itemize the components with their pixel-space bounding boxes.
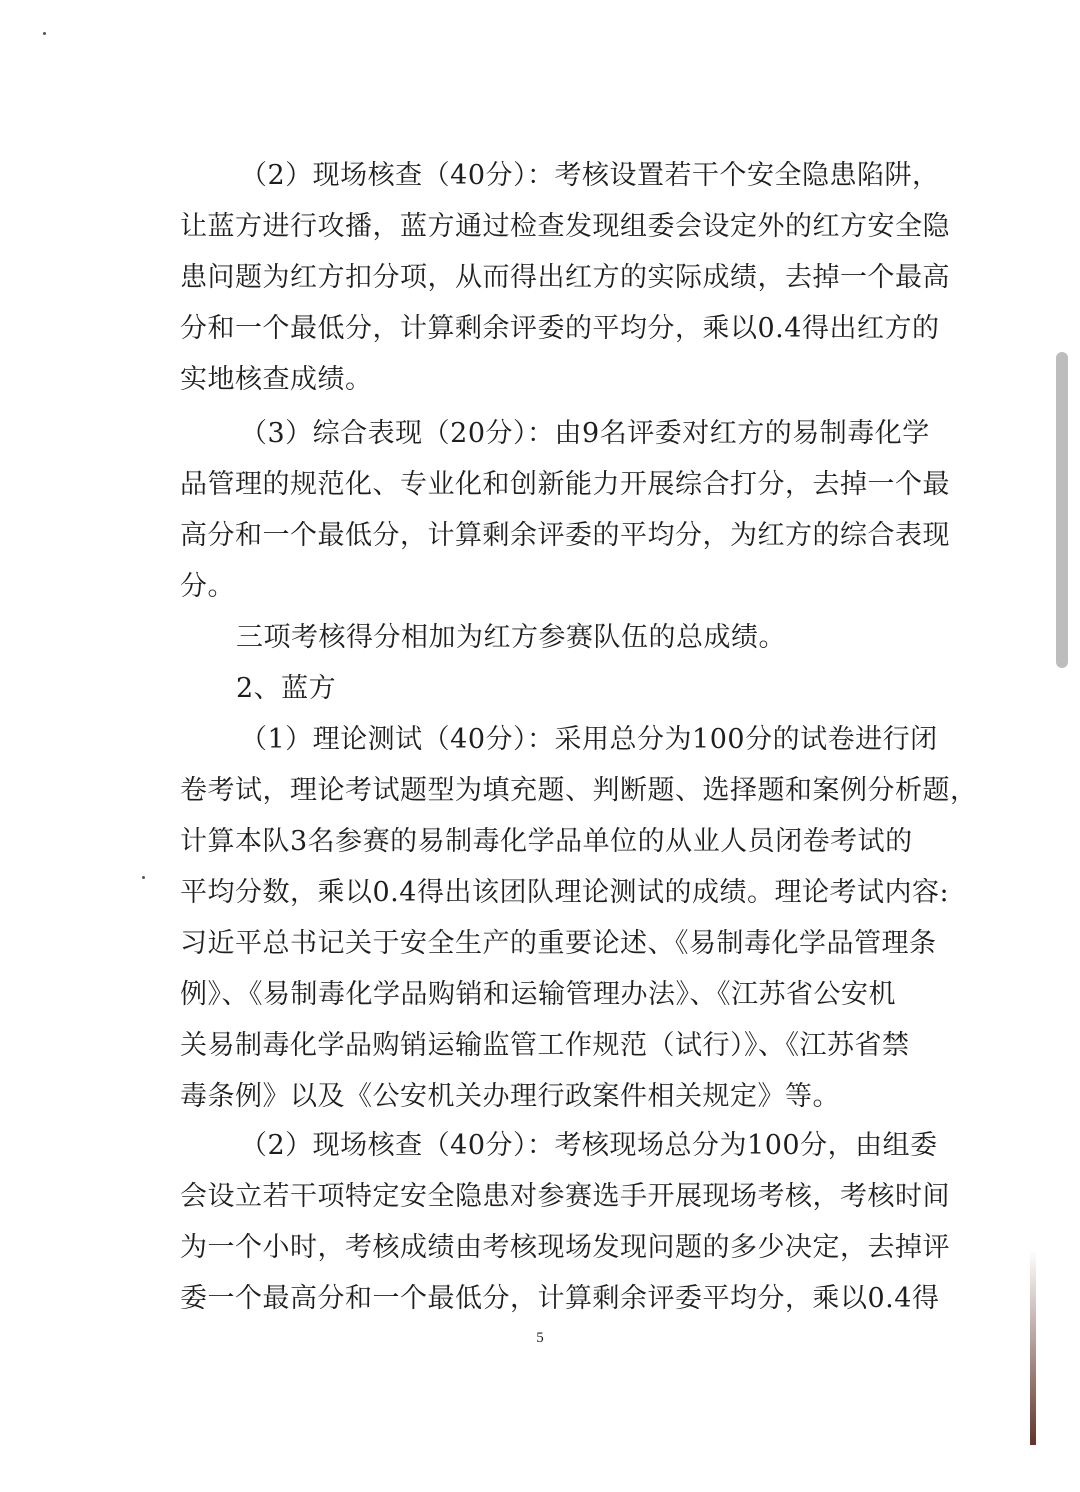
text-line: 计算本队3名参赛的易制毒化学品单位的从业人员闭卷考试的 xyxy=(180,826,913,857)
text-line: 患问题为红方扣分项，从而得出红方的实际成绩，去掉一个最高 xyxy=(180,262,950,293)
text-line: 委一个最高分和一个最低分，计算剩余评委平均分，乘以0.4得 xyxy=(180,1283,940,1314)
text-line: 高分和一个最低分，计算剩余评委的平均分，为红方的综合表现 xyxy=(180,520,950,551)
text-line: 三项考核得分相加为红方参赛队伍的总成绩。 xyxy=(236,622,786,653)
text-line: 为一个小时，考核成绩由考核现场发现问题的多少决定，去掉评 xyxy=(180,1232,950,1263)
section-heading: 2、蓝方 xyxy=(236,673,337,704)
text-line: 让蓝方进行攻播，蓝方通过检查发现组委会设定外的红方安全隐 xyxy=(180,211,950,242)
text-line: （2）现场核查（40分）：考核现场总分为100分，由组委 xyxy=(240,1130,938,1161)
text-line: 会设立若干项特定安全隐患对参赛选手开展现场考核，考核时间 xyxy=(180,1181,950,1212)
text-line: 例》、《易制毒化学品购销和运输管理办法》、《江苏省公安机 xyxy=(180,979,896,1010)
text-line: 分。 xyxy=(180,571,235,602)
text-line: （1）理论测试（40分）：采用总分为100分的试卷进行闭 xyxy=(240,724,938,755)
text-line: 习近平总书记关于安全生产的重要论述、《易制毒化学品管理条 xyxy=(180,928,937,959)
page-number: 5 xyxy=(536,1330,544,1346)
text-line: 毒条例》以及《公安机关办理行政案件相关规定》等。 xyxy=(180,1081,840,1112)
text-line: 实地核查成绩。 xyxy=(180,364,373,395)
vertical-scrollbar[interactable] xyxy=(1056,352,1068,668)
text-line: 关易制毒化学品购销运输监管工作规范（试行）》、《江苏省禁 xyxy=(180,1030,910,1061)
scan-edge-shadow xyxy=(1030,1250,1036,1445)
text-line: （2）现场核查（40分）：考核设置若干个安全隐患陷阱， xyxy=(240,160,940,191)
text-line: 卷考试，理论考试题型为填充题、判断题、选择题和案例分析题， xyxy=(180,775,978,806)
text-line: 品管理的规范化、专业化和创新能力开展综合打分，去掉一个最 xyxy=(180,469,950,500)
scan-speck xyxy=(43,32,46,35)
text-line: 平均分数，乘以0.4得出该团队理论测试的成绩。理论考试内容: xyxy=(180,877,950,908)
scan-speck xyxy=(142,876,145,879)
text-line: （3）综合表现（20分）：由9名评委对红方的易制毒化学 xyxy=(240,418,930,449)
text-line: 分和一个最低分，计算剩余评委的平均分，乘以0.4得出红方的 xyxy=(180,313,940,344)
